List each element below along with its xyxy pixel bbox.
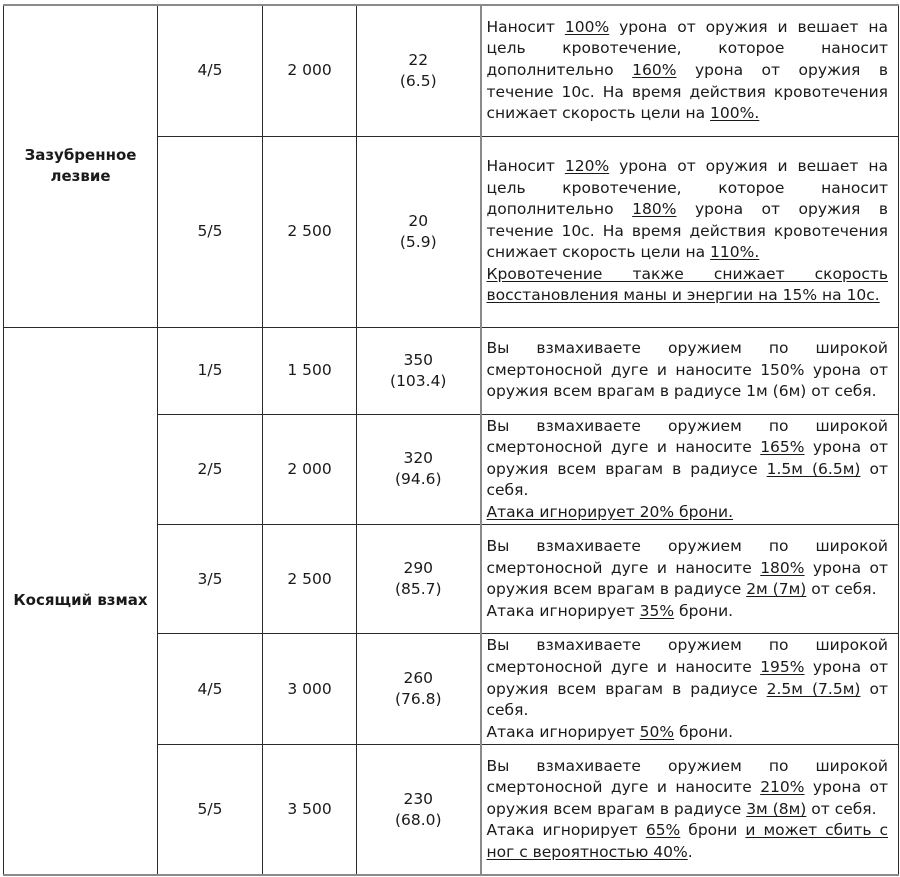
rank-value: 2/5 [197,459,223,478]
stat-value: 22 [408,50,429,69]
cost-value: 2 000 [287,459,332,478]
description-text: от себя. [806,799,877,818]
rank-cell [158,414,263,525]
description-cell [481,414,899,525]
stat-subvalue: (6.5) [399,71,437,90]
rank-value: 4/5 [197,679,223,698]
description-text: Вы взмахиваете оружием по широкой смертоносной дуге и наносите [486,636,888,677]
description-paragraph [487,635,889,721]
rank-cell [158,327,263,414]
description-paragraph [487,601,889,623]
stat-value: 320 [403,449,434,468]
highlighted-value: 195% [760,658,805,677]
description-paragraph [487,502,889,524]
table-row [4,327,899,414]
description-cell [481,136,899,327]
highlighted-value: 2.5м (7.5м) [766,679,861,698]
highlighted-value: Атака игнорирует 20% брони. [486,502,734,521]
cost-cell [263,525,357,634]
skill-name: Зазубренное лезвие [24,146,137,186]
highlighted-value: 160% [632,60,677,79]
skill-name: Косящий взмах [13,591,148,610]
stat-cell [357,745,481,875]
stat-cell [357,5,481,136]
highlighted-value: Кровотечение также снижает скорость восстановления маны и энергии на 15% на 10с. [486,264,888,305]
description-text: Атака игнорирует [486,821,646,840]
stat-cell [357,327,481,414]
description-text: от себя. [806,580,877,599]
description-paragraph [487,536,889,601]
stat-subvalue: (5.9) [399,232,437,251]
description-paragraph [487,416,889,502]
cost-cell [263,634,357,745]
cost-cell [263,327,357,414]
cost-cell [263,5,357,136]
highlighted-value: 110%. [710,243,760,262]
description-text: от себя. [486,459,888,500]
description-paragraph [487,722,889,744]
cost-value: 3 000 [287,679,332,698]
rank-value: 3/5 [197,569,223,588]
highlighted-value: 180% [760,558,805,577]
table-row [4,5,899,136]
description-text: Атака игнорирует [486,602,640,621]
description-text: урона от оружия в течение 10с. На время действия кровотечения снижает скорость цели на [486,200,888,262]
highlighted-value: 1.5м (6.5м) [766,459,861,478]
description-text: . [687,843,693,862]
highlighted-value: 50% [639,722,675,741]
rank-value: 5/5 [197,222,223,240]
cost-cell [263,414,357,525]
description-text: урона от оружия всем врагам в радиусе [486,658,888,698]
description-text: от себя. [486,679,888,720]
highlighted-value: 120% [564,156,610,175]
highlighted-value: 165% [760,438,805,457]
stat-subvalue: (76.8) [394,690,442,709]
rank-cell [158,136,263,327]
description-text: Наносит [486,156,565,175]
description-paragraph [487,264,889,307]
cost-cell [263,745,357,875]
rank-cell [158,634,263,745]
skill-name-cell [4,327,158,875]
description-cell [481,327,899,414]
description-text: Вы взмахиваете оружием по широкой смертоносной дуге и наносите [486,756,888,797]
highlighted-value: 2м (7м) [746,580,807,599]
cost-value: 1 500 [287,361,332,379]
stat-subvalue: (94.6) [394,470,442,489]
rank-value: 5/5 [197,800,223,819]
description-text: урона от оружия и вешает на цель кровотечение, которое наносит дополнительно [486,156,889,219]
stat-value: 230 [403,789,434,808]
stat-value: 20 [408,211,429,230]
rank-value: 4/5 [197,61,223,80]
description-text: Наносит [486,17,565,36]
description-text: брони. [674,602,734,621]
rank-cell [158,5,263,136]
highlighted-value: 210% [760,778,805,797]
cost-value: 2 000 [287,61,332,80]
stat-value: 290 [403,559,434,578]
description-text: урона от оружия всем врагам в радиусе [486,558,888,599]
description-paragraph [487,756,889,821]
description-paragraph [487,156,889,264]
description-text: урона от оружия и вешает на цель кровотечение, которое наносит дополнительно [486,17,889,79]
stat-subvalue: (85.7) [394,580,442,599]
rank-cell [158,745,263,875]
description-cell [481,5,899,136]
skill-name-cell [4,5,158,327]
stat-cell [357,136,481,327]
highlighted-value: 180% [632,200,677,219]
description-text: Вы взмахиваете оружием по широкой смертоносной дуге и наносите [486,537,888,577]
highlighted-value: 65% [645,821,681,840]
description-paragraph [487,17,889,125]
cost-cell [263,136,357,327]
description-text: Вы взмахиваете оружием по широкой смертоносной дуге и наносите [486,416,888,457]
highlighted-value: и может сбить с ног с вероятностью 40% [486,821,888,862]
stat-subvalue: (68.0) [394,810,442,829]
description-paragraph [487,820,889,863]
description-text: Вы взмахиваете оружием по широкой смертоносной дуге и наносите 150% урона от оружия всем врагам в радиусе 1м (6м) от себя. [486,339,888,401]
cost-value: 2 500 [287,222,332,240]
description-text: урона от оружия всем врагам в радиусе [486,438,888,478]
skills-table-body [4,5,899,875]
rank-cell [158,525,263,634]
description-cell [481,745,899,875]
highlighted-value: 100% [564,17,610,36]
highlighted-value: 100%. [710,104,760,123]
description-text: урона от оружия в течение 10с. На время действия кровотечения снижает скорость цели на [486,60,888,123]
cost-value: 3 500 [287,800,332,819]
description-text: Атака игнорирует [486,722,640,741]
stat-cell [357,525,481,634]
description-paragraph [487,338,889,403]
stat-value: 350 [403,350,434,369]
description-text: брони. [674,722,734,741]
description-text: брони [680,821,746,840]
description-text: урона от оружия всем врагам в радиусе [486,778,888,818]
description-cell [481,634,899,745]
stat-value: 260 [403,669,434,688]
highlighted-value: 3м (8м) [746,799,807,818]
stat-cell [357,634,481,745]
cost-value: 2 500 [287,569,332,588]
skills-table [3,4,899,876]
highlighted-value: 35% [639,602,675,621]
stat-cell [357,414,481,525]
description-cell [481,525,899,634]
rank-value: 1/5 [197,361,223,379]
stat-subvalue: (103.4) [390,371,447,390]
